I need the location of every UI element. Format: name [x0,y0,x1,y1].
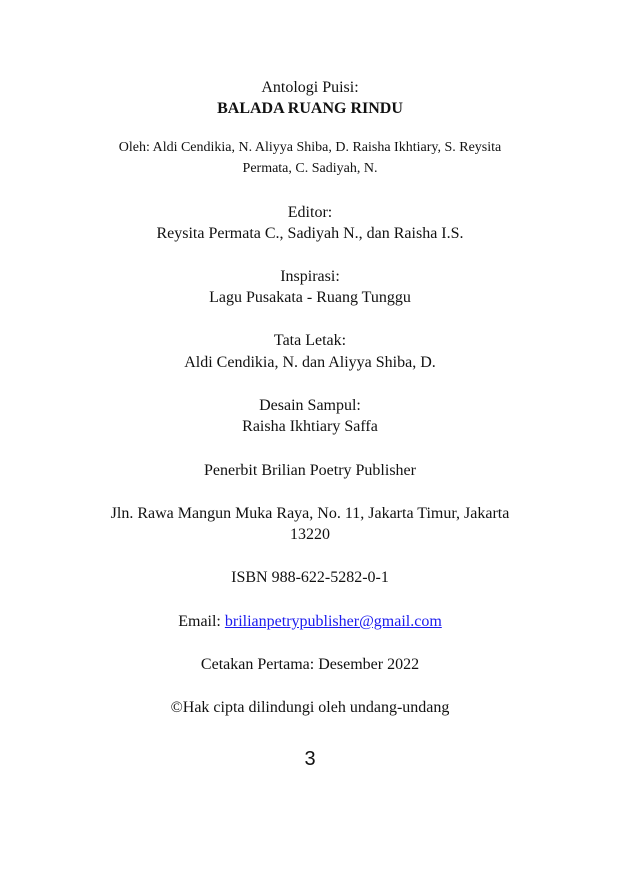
isbn: ISBN 988-622-5282-0-1 [231,569,389,586]
editor-names: Reysita Permata C., Sadiyah N., dan Raisha I.S. [156,225,464,242]
anthology-label: Antologi Puisi: [261,79,359,96]
publisher-name: Penerbit Brilian Poetry Publisher [204,462,416,479]
layout-label: Tata Letak: [273,332,347,349]
page-number: 3 [304,748,316,770]
edition-info: Cetakan Pertama: Desember 2022 [200,656,420,673]
email-link[interactable]: brilianpetrypublisher@gmail.com [224,613,442,630]
layout-names: Aldi Cendikia, N. dan Aliyya Shiba, D. [184,354,436,371]
editor-label: Editor: [287,204,333,221]
inspiration-label: Inspirasi: [280,268,340,285]
cover-design-label: Desain Sampul: [259,397,361,414]
address-line-2: 13220 [290,526,330,543]
email-row [0,612,620,632]
inspiration-text: Lagu Pusakata - Ruang Tunggu [209,289,411,306]
authors-line-1: Oleh: Aldi Cendikia, N. Aliyya Shiba, D. Raisha Ikhtiary, S. Reysita [118,140,502,155]
cover-designer: Raisha Ikhtiary Saffa [242,418,378,435]
book-title: BALADA RUANG RINDU [217,100,403,117]
copyright-notice: ©Hak cipta dilindungi oleh undang-undang [170,699,450,716]
address-line-1: Jln. Rawa Mangun Muka Raya, No. 11, Jakarta Timur, Jakarta [110,505,510,522]
authors-line-2: Permata, C. Sadiyah, N. [242,161,378,176]
email-label: Email: [178,613,225,630]
